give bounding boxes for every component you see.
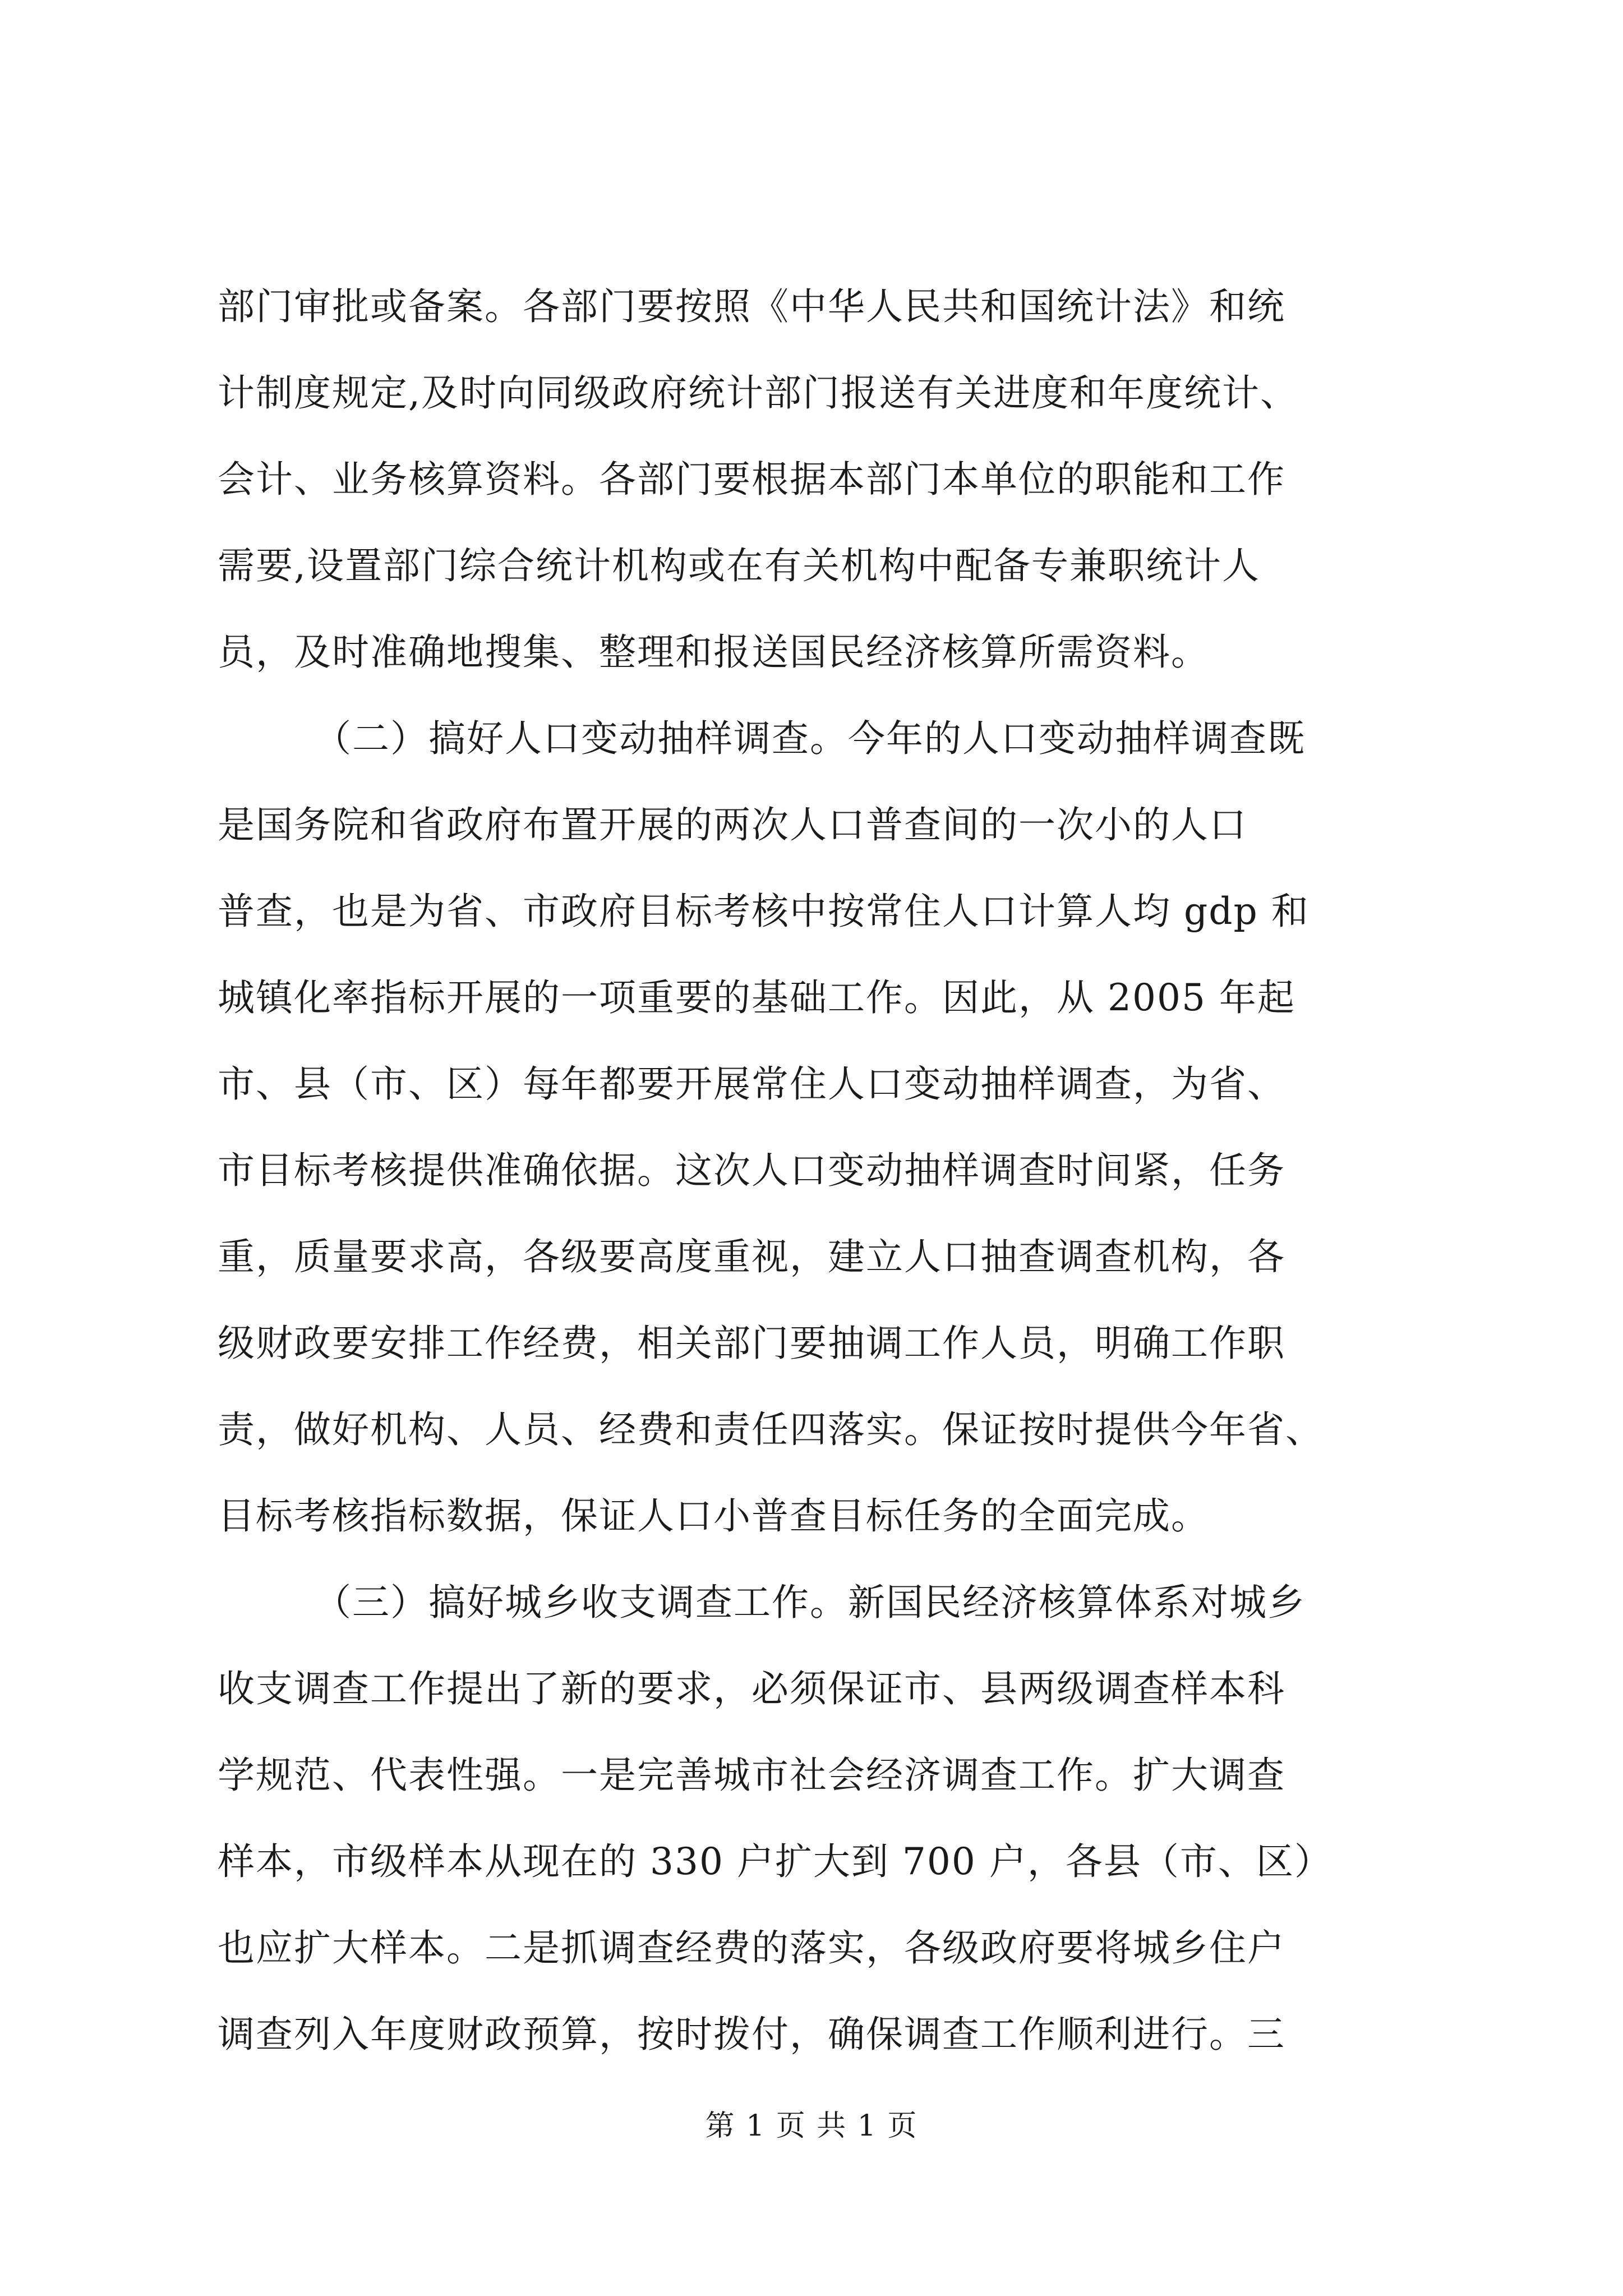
text-line: 样本，市级样本从现在的 330 户扩大到 700 户，各县（市、区）: [218, 1840, 1332, 1883]
text-line: 学规范、代表性强。一是完善城市社会经济调查工作。扩大调查: [218, 1754, 1285, 1797]
text-line: 员，及时准确地搜集、整理和报送国民经济核算所需资料。: [218, 631, 1209, 674]
text-line: 城镇化率指标开展的一项重要的基础工作。因此，从 2005 年起: [218, 976, 1295, 1019]
text-line: 需要,设置部门综合统计机构或在有关机构中配备专兼职统计人: [218, 544, 1260, 587]
text-line: 收支调查工作提出了新的要求，必须保证市、县两级调查样本科: [218, 1667, 1285, 1710]
text-line: 计制度规定,及时向同级政府统计部门报送有关进度和年度统计、: [218, 371, 1298, 415]
text-line: 重，质量要求高，各级要高度重视，建立人口抽查调查机构，各: [218, 1235, 1285, 1278]
text-line: 也应扩大样本。二是抓调查经费的落实，各级政府要将城乡住户: [218, 1926, 1285, 1970]
text-line: 调查列入年度财政预算，按时拨付，确保调查工作顺利进行。三: [218, 2013, 1285, 2056]
text-line: 市目标考核提供准确依据。这次人口变动抽样调查时间紧，任务: [218, 1149, 1285, 1192]
text-line: 是国务院和省政府布置开展的两次人口普查间的一次小的人口: [218, 803, 1247, 846]
text-line: 普查，也是为省、市政府目标考核中按常住人口计算人均 gdp 和: [218, 890, 1310, 933]
text-line: 部门审批或备案。各部门要按照《中华人民共和国统计法》和统: [218, 285, 1285, 328]
text-line: 级财政要安排工作经费，相关部门要抽调工作人员，明确工作职: [218, 1322, 1285, 1365]
paragraph-first-line: （二）搞好人口变动抽样调查。今年的人口变动抽样调查既: [314, 717, 1306, 760]
page-footer: 第 1 页 共 1 页: [705, 2109, 918, 2143]
text-line: 市、县（市、区）每年都要开展常住人口变动抽样调查，为省、: [218, 1062, 1285, 1106]
text-line: 会计、业务核算资料。各部门要根据本部门本单位的职能和工作: [218, 458, 1285, 501]
text-line: 责，做好机构、人员、经费和责任四落实。保证按时提供今年省、: [218, 1408, 1324, 1451]
paragraph-first-line: （三）搞好城乡收支调查工作。新国民经济核算体系对城乡: [314, 1581, 1306, 1624]
document-body: [218, 264, 1507, 2078]
text-line: 目标考核指标数据，保证人口小普查目标任务的全面完成。: [218, 1494, 1209, 1538]
